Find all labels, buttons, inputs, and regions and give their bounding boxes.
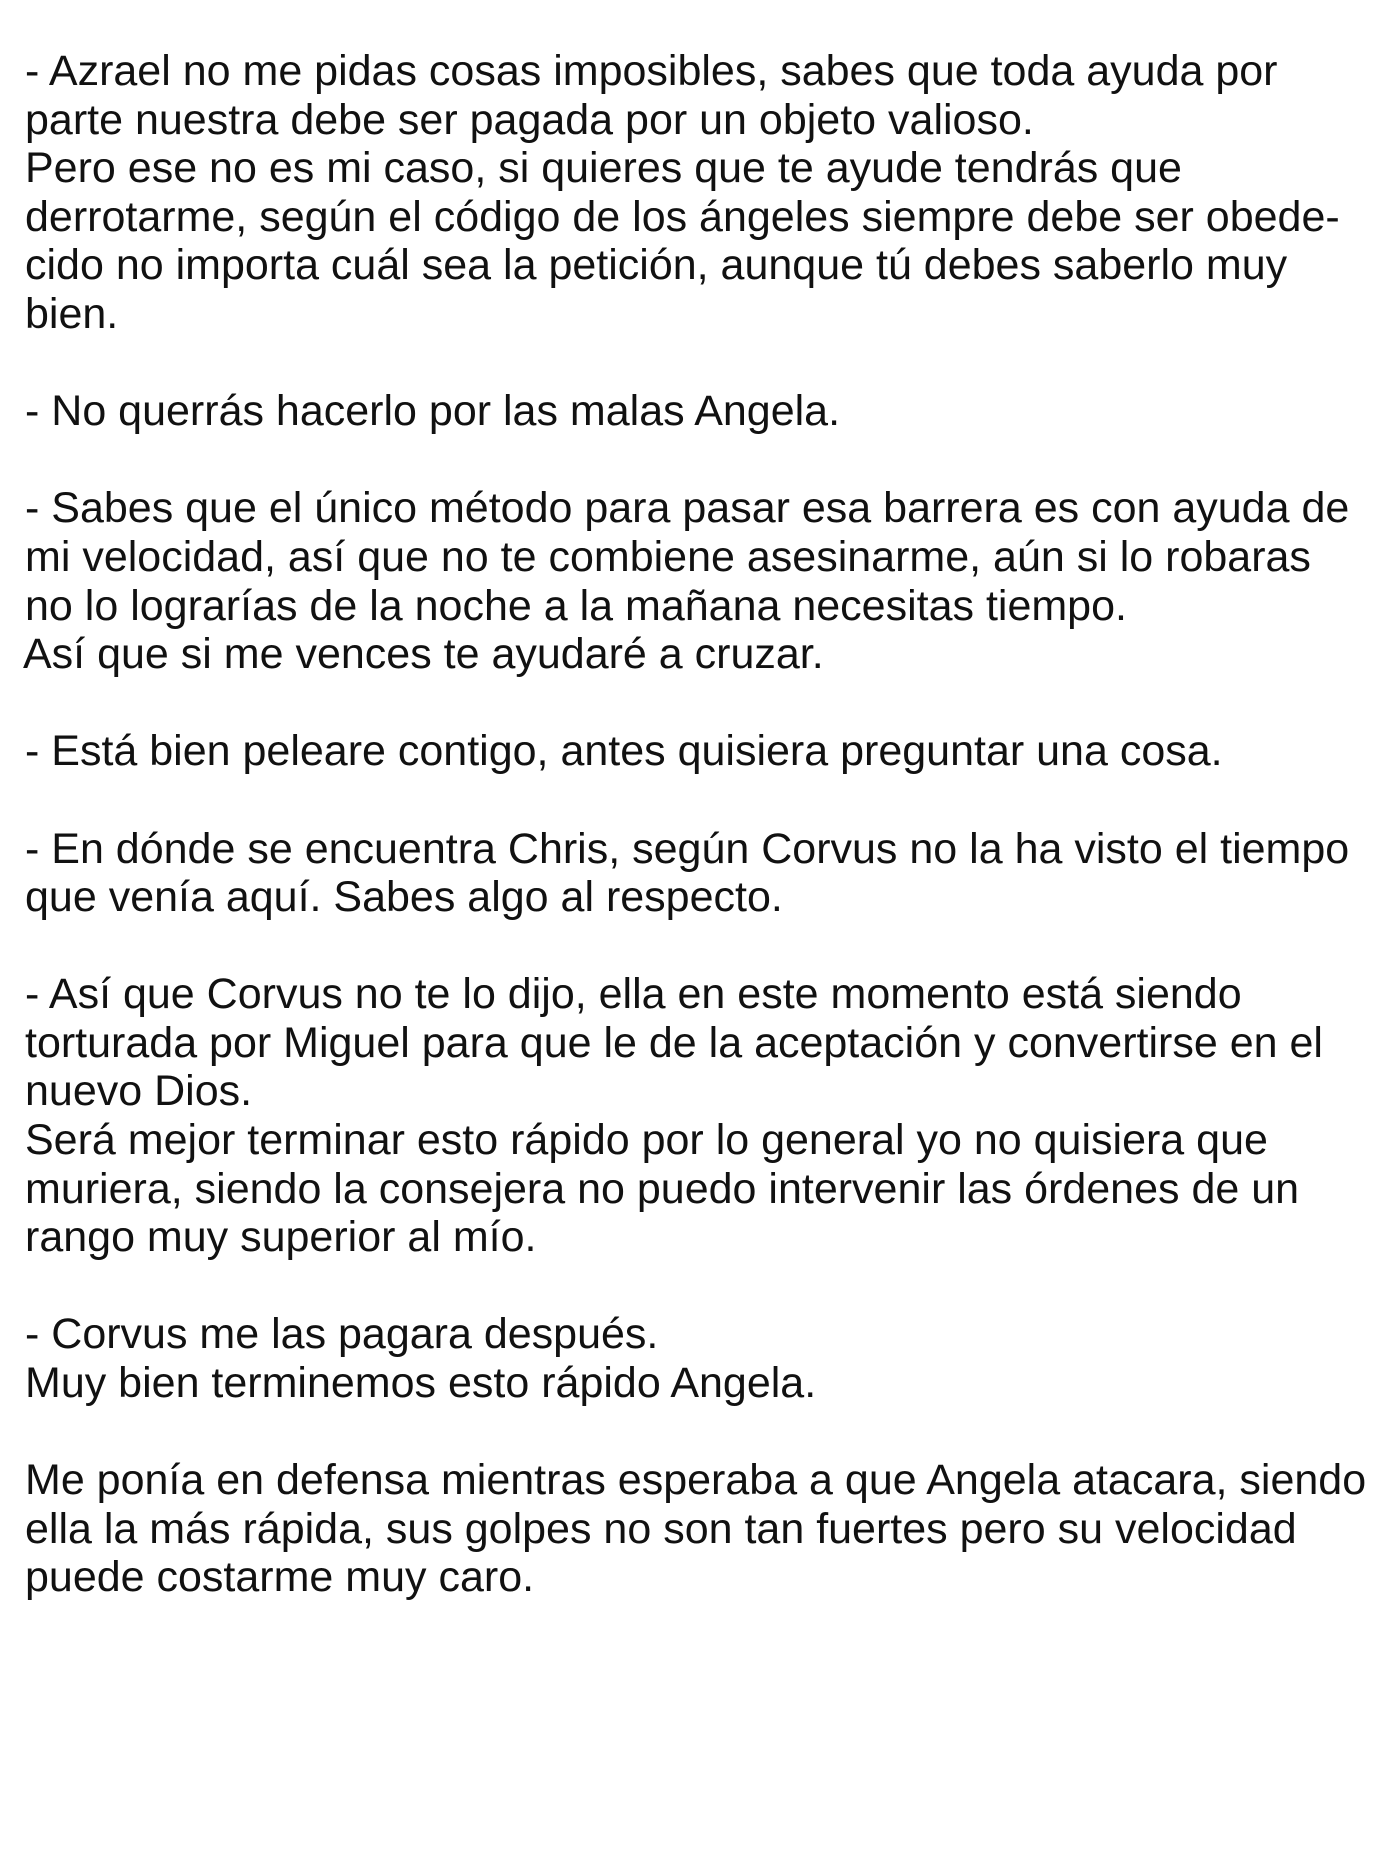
text-line: rango muy superior al mío. (25, 1213, 537, 1262)
paragraph-2 (25, 387, 1385, 436)
paragraph-6 (25, 970, 1385, 1262)
text-line: torturada por Miguel para que le de la aceptación y convertirse en el (25, 1018, 1323, 1067)
text-line: Muy bien terminemos esto rápido Angela. (25, 1359, 817, 1408)
text-line: muriera, siendo la consejera no puedo intervenir las órdenes de un (25, 1164, 1300, 1213)
paragraph-1 (25, 47, 1385, 339)
text-line: - Así que Corvus no te lo dijo, ella en este momento está siendo (25, 970, 1242, 1019)
text-line: - En dónde se encuentra Chris, según Corvus no la ha visto el tiempo (25, 824, 1350, 873)
text-line: ella la más rápida, sus golpes no son tan fuertes pero su velocidad (25, 1504, 1297, 1553)
text-line: Pero ese no es mi caso, si quieres que te ayude tendrás que (25, 144, 1182, 193)
document-page (25, 47, 1385, 1651)
text-line: derrotarme, según el código de los ángeles siempre debe ser obede- (25, 192, 1340, 241)
text-line: - Sabes que el único método para pasar esa barrera es con ayuda de (25, 484, 1350, 533)
text-line: puede costarme muy caro. (25, 1553, 535, 1602)
text-line: cido no importa cuál sea la petición, aunque tú debes saberlo muy (25, 241, 1288, 290)
text-line: bien. (25, 289, 119, 338)
text-line: parte nuestra debe ser pagada por un objeto valioso. (25, 95, 1034, 144)
text-line: Así que si me vences te ayudaré a cruzar. (23, 630, 824, 679)
text-line: - No querrás hacerlo por las malas Angela. (25, 387, 841, 436)
text-line: nuevo Dios. (25, 1067, 253, 1116)
text-line: Será mejor terminar esto rápido por lo general yo no quisiera que (25, 1116, 1268, 1165)
text-line: no lo lograrías de la noche a la mañana necesitas tiempo. (25, 581, 1127, 630)
paragraph-7 (25, 1310, 1385, 1407)
text-line: - Corvus me las pagara después. (25, 1310, 659, 1359)
text-line: - Está bien peleare contigo, antes quisiera preguntar una cosa. (25, 727, 1223, 776)
paragraph-5 (25, 825, 1385, 922)
text-line: que venía aquí. Sabes algo al respecto. (25, 873, 783, 922)
paragraph-4 (25, 727, 1385, 776)
text-line: Me ponía en defensa mientras esperaba a que Angela atacara, siendo (25, 1456, 1367, 1505)
paragraph-8 (25, 1456, 1385, 1602)
text-line: mi velocidad, así que no te combiene asesinarme, aún si lo robaras (25, 532, 1311, 581)
text-line: - Azrael no me pidas cosas imposibles, sabes que toda ayuda por (25, 47, 1278, 95)
paragraph-3 (25, 484, 1385, 678)
